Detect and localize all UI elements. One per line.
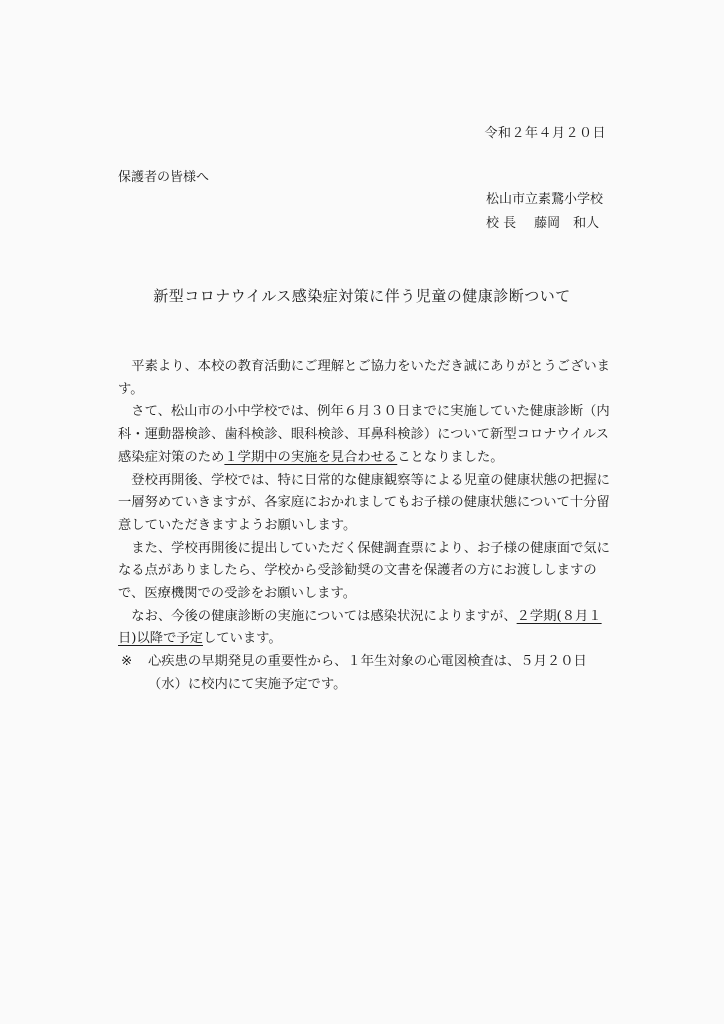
sender-title: 校 長 (486, 216, 517, 231)
sender-school: 松山市立素鵞小学校 (486, 192, 604, 207)
paragraph-postponement: さて、松山市の小中学校では、例年６月３０日までに実施していた健康診断（内科・運動器検診、歯科検診、眼科検診、耳鼻科検診）について新型コロナウイルス感染症対策のため１学期中の実施を見合わせることなりました。 (118, 404, 610, 465)
note-mark: ※ (121, 654, 133, 670)
paragraph-health-observation: 登校再開後、学校では、特に日常的な健康観察等による児童の健康状態の把握に一層努めていきますが、各家庭におかれましてもお子様の健康状態について十分留意していただきますようお願いします。 (118, 472, 610, 533)
recipient-line: 保護者の皆様へ (118, 170, 210, 185)
document-body (118, 356, 618, 697)
sender-name: 藤岡 和人 (534, 216, 600, 231)
underlined-postponement: １学期中の実施を見合わせる (224, 449, 398, 465)
paragraph-greeting: 平素より、本校の教育活動にご理解とご協力をいただき誠にありがとうございます。 (118, 359, 610, 397)
paragraph-schedule: なお、今後の健康診断の実施については感染状況によりますが、２学期(８月１日)以降で予定しています。 (118, 608, 602, 647)
issue-date: 令和２年４月２０日 (484, 126, 606, 141)
sender-signature (486, 212, 603, 236)
document-title: 新型コロナウイルス感染症対策に伴う児童の健康診断ついて (153, 287, 571, 305)
sender-block (486, 188, 603, 236)
paragraph-health-survey: また、学校再開後に提出していただく保健調査票により、お子様の健康面で気になる点がありましたら、学校から受診勧奨の文書を保護者の方にお渡ししますので、医療機関での受診をお願いします。 (118, 540, 610, 602)
underlined-schedule: ２学期(８月１日)以降で予定 (118, 608, 602, 647)
note-ecg: ※ 心疾患の早期発見の重要性から、１年生対象の心電図検査は、５月２０日（水）に校内にて実施予定です。 (118, 651, 618, 696)
